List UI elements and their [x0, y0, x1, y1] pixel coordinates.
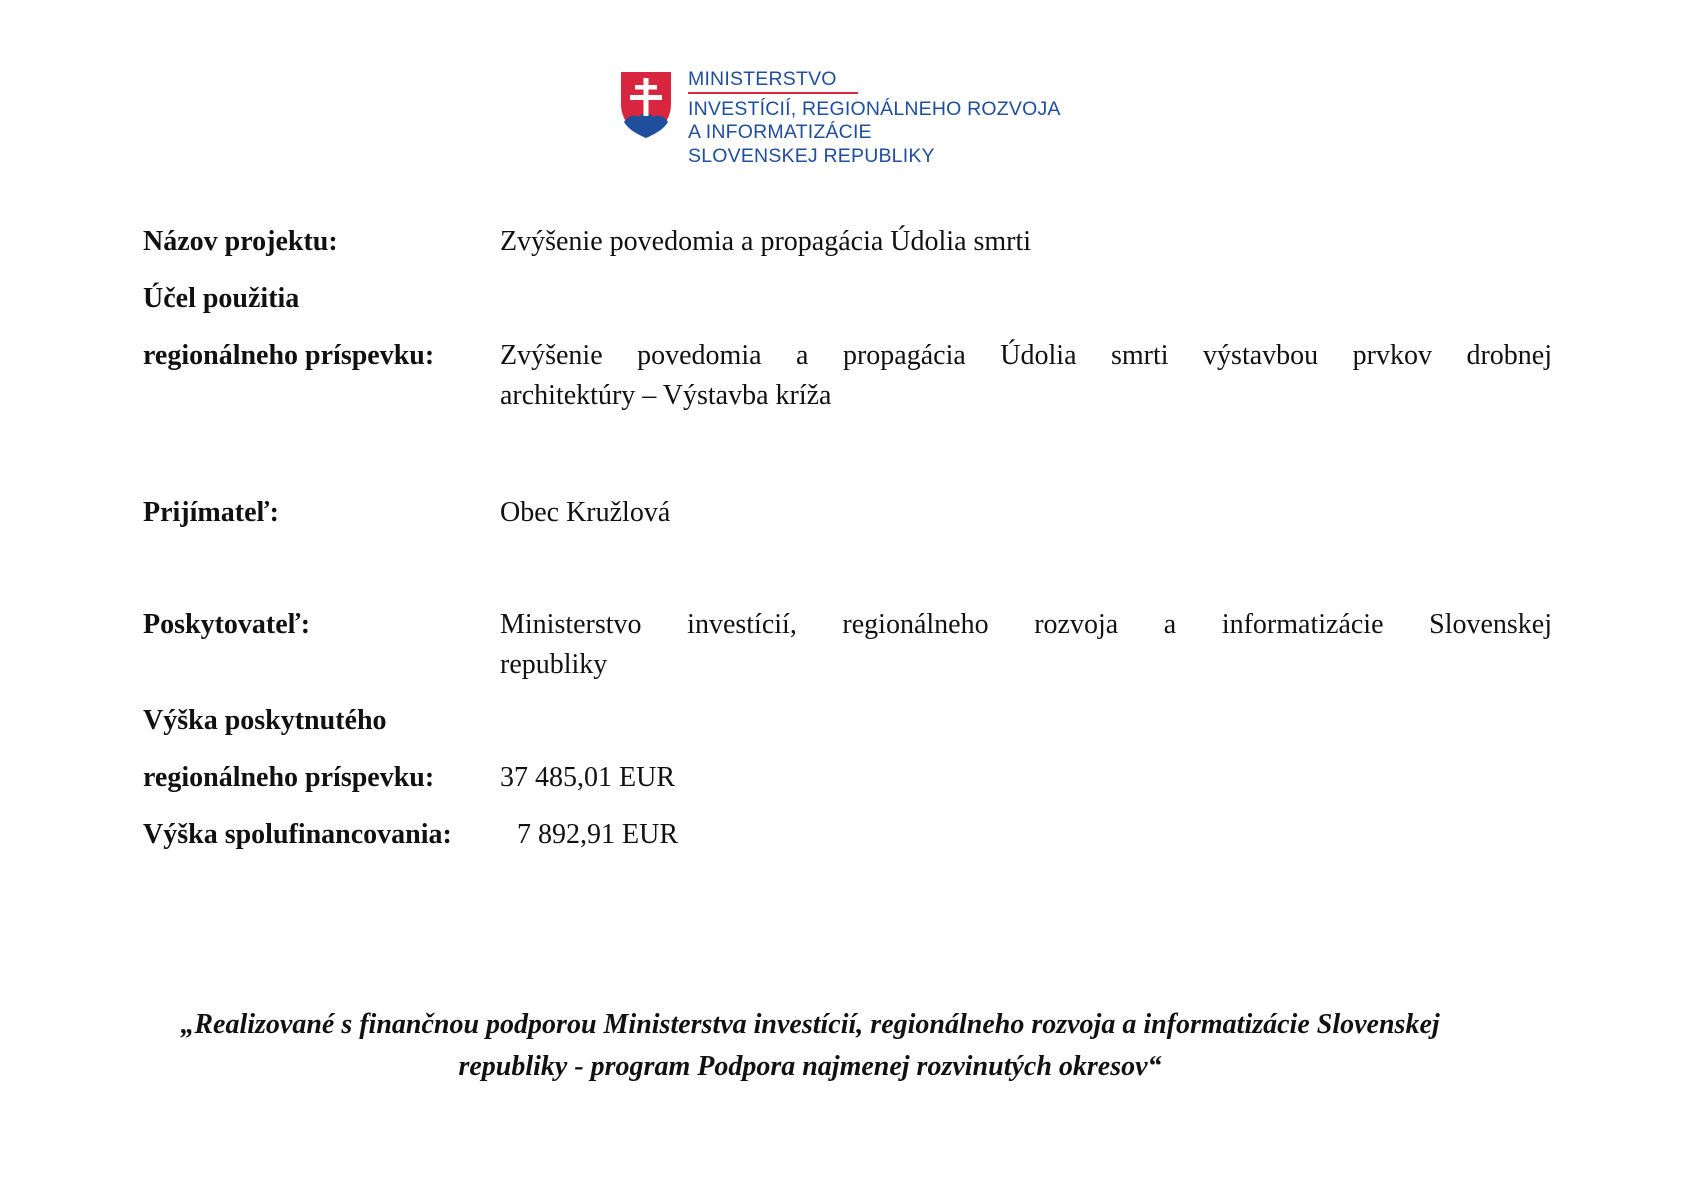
cofinancing-value: 7 892,91 EUR — [517, 819, 678, 850]
provider-label: Poskytovateľ: — [143, 609, 311, 640]
project-name-label: Názov projektu: — [143, 226, 338, 257]
logo-line-republic: SLOVENSKEJ REPUBLIKY — [688, 144, 935, 167]
amount-label-line1: Výška poskytnutého — [143, 705, 387, 736]
purpose-label-line2: regionálneho príspevku: — [143, 340, 435, 371]
recipient-value: Obec Kružlová — [500, 497, 671, 528]
logo-line-investments: INVESTÍCIÍ, REGIONÁLNEHO ROZVOJA — [688, 97, 1061, 120]
slovak-coat-of-arms-icon — [618, 70, 674, 140]
purpose-label-line1: Účel použitia — [143, 283, 300, 314]
logo-divider — [688, 92, 858, 94]
provider-value-line1: Ministerstvo investícií, regionálneho rozvoja a informatizácie Slovenskej — [500, 609, 1552, 640]
ministry-logo — [618, 68, 1078, 172]
logo-line-informatization: A INFORMATIZÁCIE — [688, 121, 872, 143]
logo-line-ministry: MINISTERSTVO — [688, 68, 837, 90]
amount-label-line2: regionálneho príspevku: — [143, 762, 435, 793]
purpose-value-line1: Zvýšenie povedomia a propagácia Údolia smrti výstavbou prvkov drobnej — [500, 340, 1552, 371]
provider-value-line2: republiky — [500, 649, 608, 680]
funding-statement-line2: republiky - program Podpora najmenej rozvinutých okresov“ — [458, 1051, 1162, 1082]
recipient-label: Prijímateľ: — [143, 497, 279, 528]
project-name-value: Zvýšenie povedomia a propagácia Údolia smrti — [500, 226, 1032, 257]
cofinancing-label: Výška spolufinancovania: — [143, 819, 452, 850]
funding-statement — [60, 1004, 1560, 1088]
amount-value: 37 485,01 EUR — [500, 762, 675, 793]
funding-statement-line1: „Realizované s finančnou podporou Ministerstva investícií, regionálneho rozvoja a informatizácie Slovenskej — [180, 1009, 1440, 1040]
purpose-value — [500, 336, 1552, 416]
provider-value — [500, 605, 1552, 685]
purpose-value-line2: architektúry – Výstavba kríža — [500, 380, 832, 411]
